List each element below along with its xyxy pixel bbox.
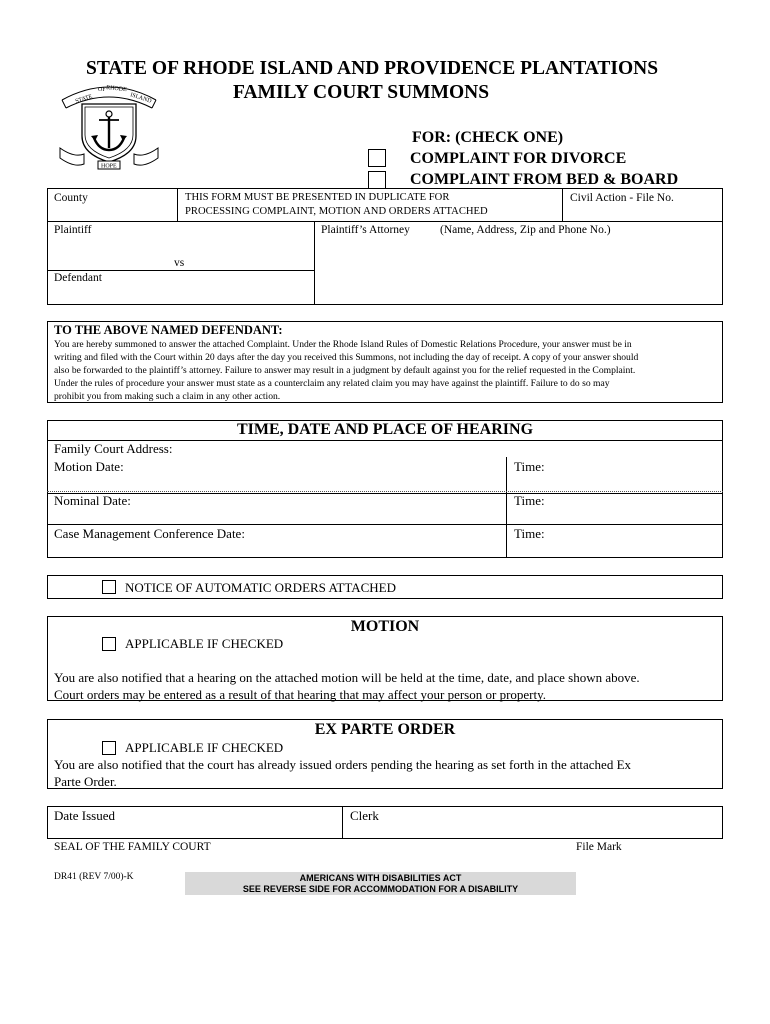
defendant-notice-text xyxy=(54,339,720,404)
nominal-time-label: Time: xyxy=(514,493,545,508)
seal-motto: HOPE xyxy=(101,163,117,170)
defendant-label: Defendant xyxy=(54,272,102,284)
divorce-option-label: COMPLAINT FOR DIVORCE xyxy=(410,150,627,167)
ex-parte-applicable-label: APPLICABLE IF CHECKED xyxy=(125,740,284,755)
motion-applicable-label: APPLICABLE IF CHECKED xyxy=(125,636,284,651)
vs-label: vs xyxy=(174,257,185,269)
county-label: County xyxy=(54,192,88,204)
case-mgmt-date-label: Case Management Conference Date: xyxy=(54,526,245,541)
case-mgmt-time-label: Time: xyxy=(514,526,545,541)
form-number: DR41 (REV 7/00)-K xyxy=(54,872,134,882)
file-mark-label: File Mark xyxy=(576,841,622,853)
court-address-label: Family Court Address: xyxy=(54,441,173,456)
ex-parte-heading: EX PARTE ORDER xyxy=(314,721,456,738)
svg-text:RHODE: RHODE xyxy=(105,85,127,94)
nominal-date-label: Nominal Date: xyxy=(54,493,131,508)
ada-notice xyxy=(185,872,576,895)
motion-date-label: Motion Date: xyxy=(54,459,124,474)
notice-line: You are hereby summoned to answer the attached Complaint. Under the Rhode Island Rules of Domestic Relations Procedure, your answer must be in xyxy=(54,339,632,350)
motion-applicable-checkbox[interactable] xyxy=(102,637,116,651)
divorce-checkbox[interactable] xyxy=(368,149,386,167)
form-title-line2: FAMILY COURT SUMMONS xyxy=(233,82,490,103)
ada-line2: SEE REVERSE SIDE FOR ACCOMMODATION FOR A DISABILITY xyxy=(242,884,519,894)
issue-table xyxy=(47,806,723,839)
ada-line1: AMERICANS WITH DISABILITIES ACT xyxy=(299,873,462,883)
anchor-seal-icon xyxy=(54,78,164,170)
state-seal xyxy=(54,78,164,170)
civil-action-label: Civil Action - File No. xyxy=(570,192,674,204)
automatic-orders-checkbox[interactable] xyxy=(102,580,116,594)
bed-board-checkbox[interactable] xyxy=(368,171,386,189)
presentation-note-line1: THIS FORM MUST BE PRESENTED IN DUPLICATE FOR xyxy=(185,192,450,203)
hearing-heading: TIME, DATE AND PLACE OF HEARING xyxy=(236,421,534,438)
check-one-heading: FOR: (CHECK ONE) xyxy=(412,129,564,146)
ex-parte-text-line2: Parte Order. xyxy=(54,774,117,789)
attorney-details-label: (Name, Address, Zip and Phone No.) xyxy=(440,224,611,236)
presentation-note-line2: PROCESSING COMPLAINT, MOTION AND ORDERS ATTACHED xyxy=(185,206,488,217)
ex-parte-applicable-checkbox[interactable] xyxy=(102,741,116,755)
bed-board-option-label: COMPLAINT FROM BED & BOARD xyxy=(410,171,679,188)
svg-text:OF: OF xyxy=(98,87,106,93)
notice-line: writing and filed with the Court within 20 days after the day you received this Summons, not including the day of receipt. A copy of your answer should xyxy=(54,351,639,363)
defendant-notice-heading: TO THE ABOVE NAMED DEFENDANT: xyxy=(54,323,283,337)
county-field[interactable] xyxy=(54,206,174,220)
svg-text:ISLAND: ISLAND xyxy=(129,92,153,105)
automatic-orders-label: NOTICE OF AUTOMATIC ORDERS ATTACHED xyxy=(125,580,397,595)
attorney-label: Plaintiff’s Attorney xyxy=(321,224,410,236)
ex-parte-text-line1: You are also notified that the court has already issued orders pending the hearing as set forth in the attached Ex xyxy=(54,757,632,772)
seal-label: SEAL OF THE FAMILY COURT xyxy=(54,841,211,853)
plaintiff-label: Plaintiff xyxy=(54,224,92,236)
notice-line: prohibit you from making such a claim in any other action. xyxy=(54,390,281,402)
svg-text:STATE: STATE xyxy=(74,93,94,105)
motion-text-line1: You are also notified that a hearing on the attached motion will be held at the time, date, and place shown above. xyxy=(54,670,640,685)
motion-time-label: Time: xyxy=(514,459,545,474)
date-issued-label: Date Issued xyxy=(54,808,116,823)
form-title-line1: STATE OF RHODE ISLAND AND PROVIDENCE PLANTATIONS xyxy=(86,58,659,79)
clerk-label: Clerk xyxy=(350,808,379,823)
notice-line: also be forwarded to the plaintiff’s attorney. Failure to answer may result in a judgment by default against you for the relief requested in the Complaint. xyxy=(54,364,636,376)
notice-line: Under the rules of procedure your answer must state as a counterclaim any related claim you may have against the plaintiff. Failure to do so may xyxy=(54,377,610,389)
motion-heading: MOTION xyxy=(350,618,420,635)
motion-text-line2: Court orders may be entered as a result of that hearing that may affect your person or property. xyxy=(54,687,547,702)
